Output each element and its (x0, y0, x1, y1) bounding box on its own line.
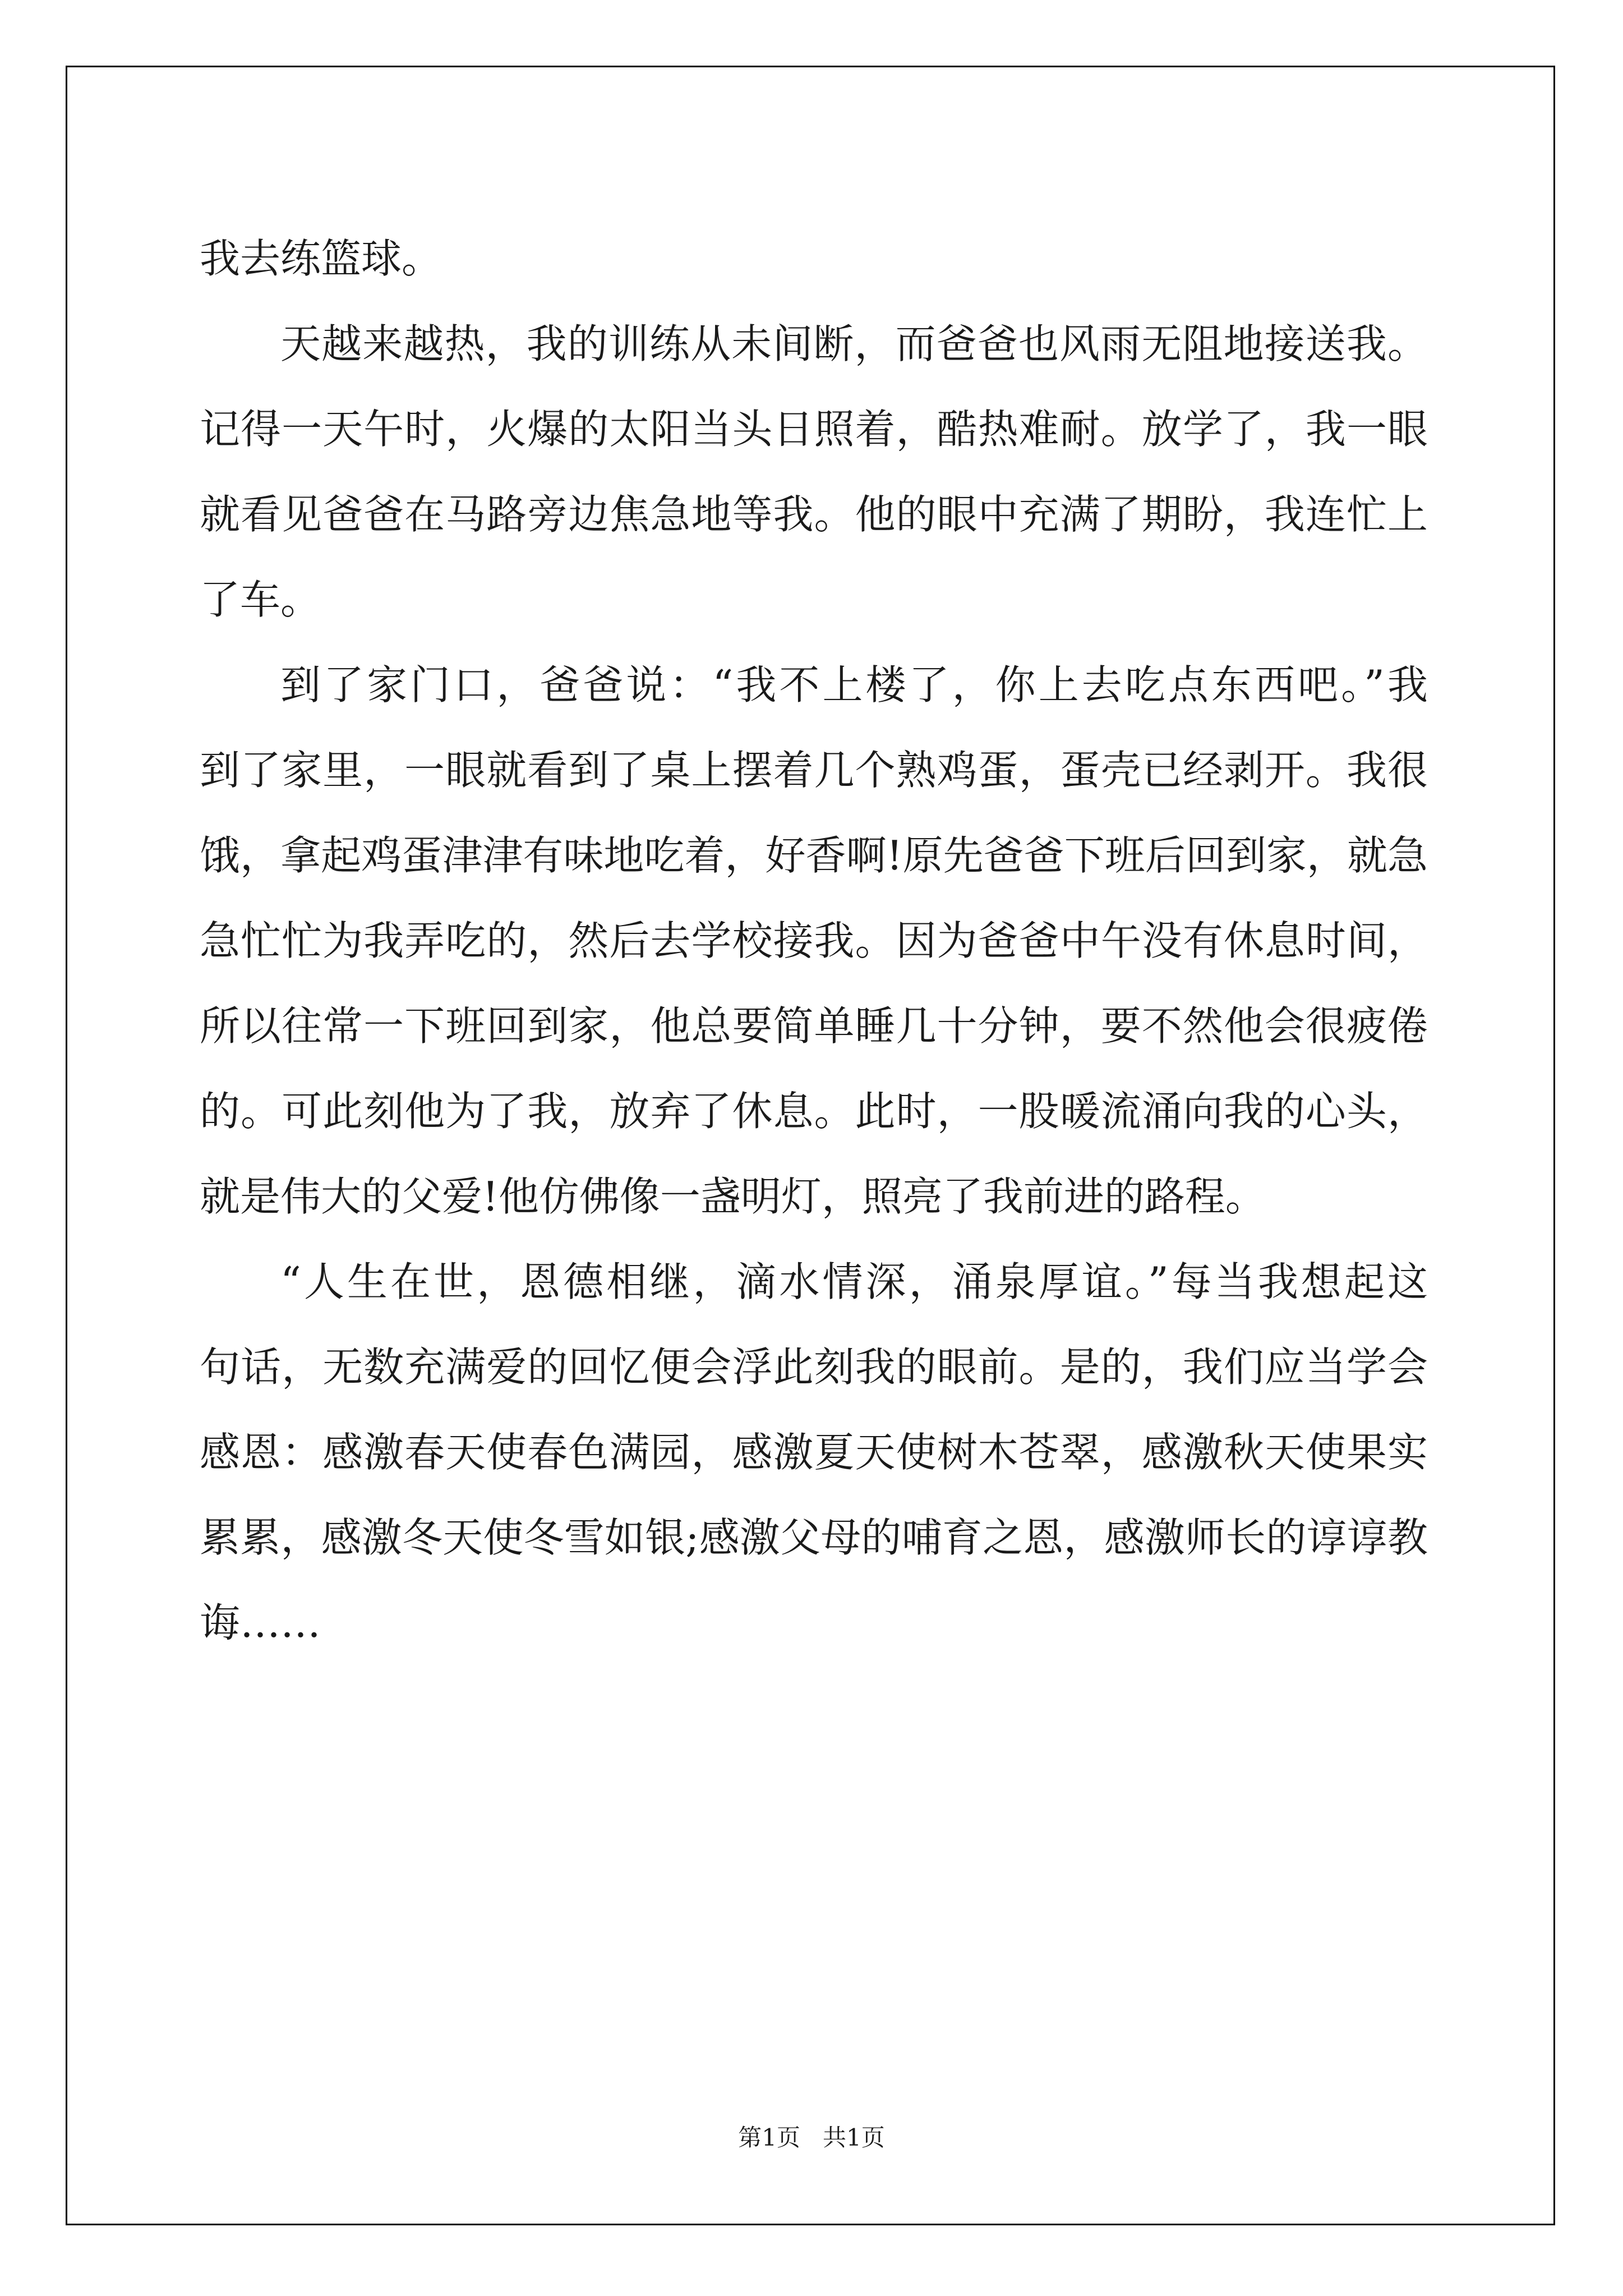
text-line: 到了家里，一眼就看到了桌上摆着几个熟鸡蛋，蛋壳已经剥开。我很 (200, 747, 1428, 794)
text-line: 我去练篮球。 (200, 235, 442, 282)
text-line: 所以往常一下班回到家，他总要简单睡几十分钟，要不然他会很疲倦 (200, 1002, 1428, 1050)
text-line: 记得一天午时，火爆的太阳当头日照着，酷热难耐。放学了，我一眼 (200, 406, 1428, 453)
text-line: 累累，感激冬天使冬雪如银;感激父母的哺育之恩，感激师长的谆谆教 (200, 1514, 1428, 1561)
text-line: 就是伟大的父爱!他仿佛像一盏明灯，照亮了我前进的路程。 (200, 1173, 1266, 1220)
text-line: 了车。 (200, 576, 321, 623)
text-line: 急忙忙为我弄吃的，然后去学校接我。因为爸爸中午没有休息时间， (200, 917, 1428, 964)
page-number-footer: 第1页 共1页 (738, 2124, 885, 2151)
text-line: 到了家门口，爸爸说：“我不上楼了，你上去吃点东西吧。”我 (280, 661, 1428, 708)
text-line: “人生在世，恩德相继，滴水情深，涌泉厚谊。”每当我想起这 (280, 1258, 1428, 1305)
text-line: 的。可此刻他为了我，放弃了休息。此时，一股暖流涌向我的心头， (200, 1088, 1428, 1135)
document-body (200, 216, 1428, 1665)
text-line: 就看见爸爸在马路旁边焦急地等我。他的眼中充满了期盼，我连忙上 (200, 491, 1428, 538)
text-line: 饿，拿起鸡蛋津津有味地吃着，好香啊!原先爸爸下班后回到家，就急 (200, 832, 1428, 879)
text-line: 感恩：感激春天使春色满园，感激夏天使树木苍翠，感激秋天使果实 (200, 1429, 1428, 1476)
text-line: 句话，无数充满爱的回忆便会浮此刻我的眼前。是的，我们应当学会 (200, 1343, 1428, 1391)
text-line: 天越来越热，我的训练从未间断，而爸爸也风雨无阻地接送我。 (280, 320, 1428, 367)
text-line: 诲…… (200, 1599, 321, 1646)
